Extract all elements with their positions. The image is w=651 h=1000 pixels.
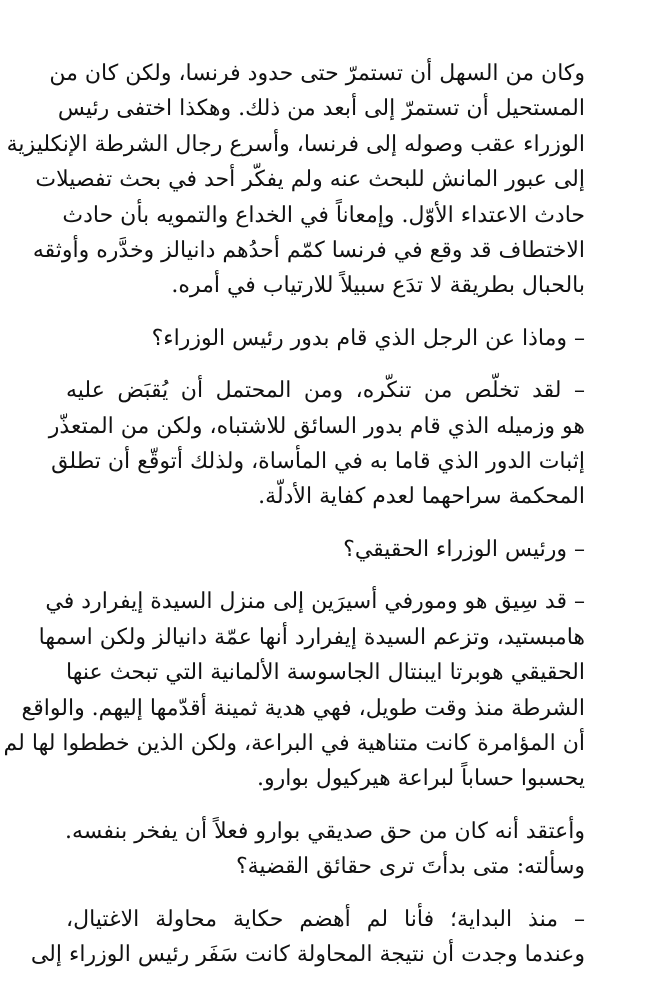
paragraph-4: [66, 532, 585, 567]
text-line: المستحيل أن تستمرّ إلى أبعد من ذلك. وهكذا اختفى رئيس: [57, 96, 585, 122]
text-line: هو وزميله الذي قام بدور السائق للاشتباه، ولكن من المتعذّر: [48, 413, 585, 439]
paragraph-6: [66, 814, 585, 885]
text-line: – وماذا عن الرجل الذي قام بدور رئيس الوزراء؟: [151, 325, 585, 351]
paragraph-2: [66, 321, 585, 356]
text-line: وسألته: متى بدأتَ ترى حقائق القضية؟: [235, 854, 585, 880]
text-line: وكان من السهل أن تستمرّ حتى حدود فرنسا، ولكن كان من: [49, 61, 585, 86]
text-line: – لقد تخلّص من تنكّره، ومن المحتمل أن يُقبَض عليه: [66, 378, 585, 404]
paragraph-7: [30, 902, 585, 973]
text-line: هامبستيد، وتزعم السيدة إيفرارد أنها عمّة دانيالز ولكن اسمها: [38, 624, 585, 650]
paragraph-3: [48, 373, 585, 515]
text-line: بالحبال بطريقة لا تدَع سبيلاً للارتياب في أمره.: [171, 273, 585, 299]
text-line: إلى عبور المانش للبحث عنه ولم يفكّر أحد في بحث تفصيلات: [35, 167, 585, 193]
text-line: المحكمة سراحهما لعدم كفاية الأدلّة.: [258, 484, 585, 510]
text-line: وأعتقد أنه كان من حق صديقي بوارو فعلاً أن يفخر بنفسه.: [64, 818, 585, 844]
text-line: إثبات الدور الذي قاما به في المأساة، ولذلك أتوقّع أن تطلق: [51, 449, 585, 475]
paragraph-5: [3, 584, 585, 796]
text-line: – ورئيس الوزراء الحقيقي؟: [343, 536, 585, 562]
text-line: وعندما وجدت أن نتيجة المحاولة كانت سَفَر رئيس الوزراء إلى: [30, 941, 585, 967]
text-line: الحقيقي هوبرتا ايبنتال الجاسوسة الألمانية التي تبحث عنها: [66, 660, 585, 686]
text-line: الشرطة منذ وقت طويل، فهي هدية ثمينة أقدّمها إليهم. والواقع: [21, 695, 585, 721]
text-line: أن المؤامرة كانت متناهية في البراعة، ولكن الذين خططوا لها لم: [3, 730, 585, 756]
text-line: – قد سِيق هو ومورفي أسيرَين إلى منزل السيدة إيفرارد في: [45, 589, 585, 615]
paragraph-1: [6, 56, 585, 304]
text-line: – منذ البداية؛ فأنا لم أهضم حكاية محاولة الاغتيال،: [66, 906, 585, 932]
text-line: يحسبوا حساباً لبراعة هيركيول بوارو.: [257, 766, 585, 792]
text-line: حادث الاعتداء الأوّل. وإمعاناً في الخداع والتمويه بأن حادث: [62, 202, 585, 228]
text-line: الاختطاف قد وقع في فرنسا كمّم أحدُهم دانيالز وخدَّره وأوثقه: [32, 238, 585, 264]
text-line: الوزراء عقب وصوله إلى فرنسا، وأسرع رجال الشرطة الإنكليزية: [6, 131, 585, 157]
